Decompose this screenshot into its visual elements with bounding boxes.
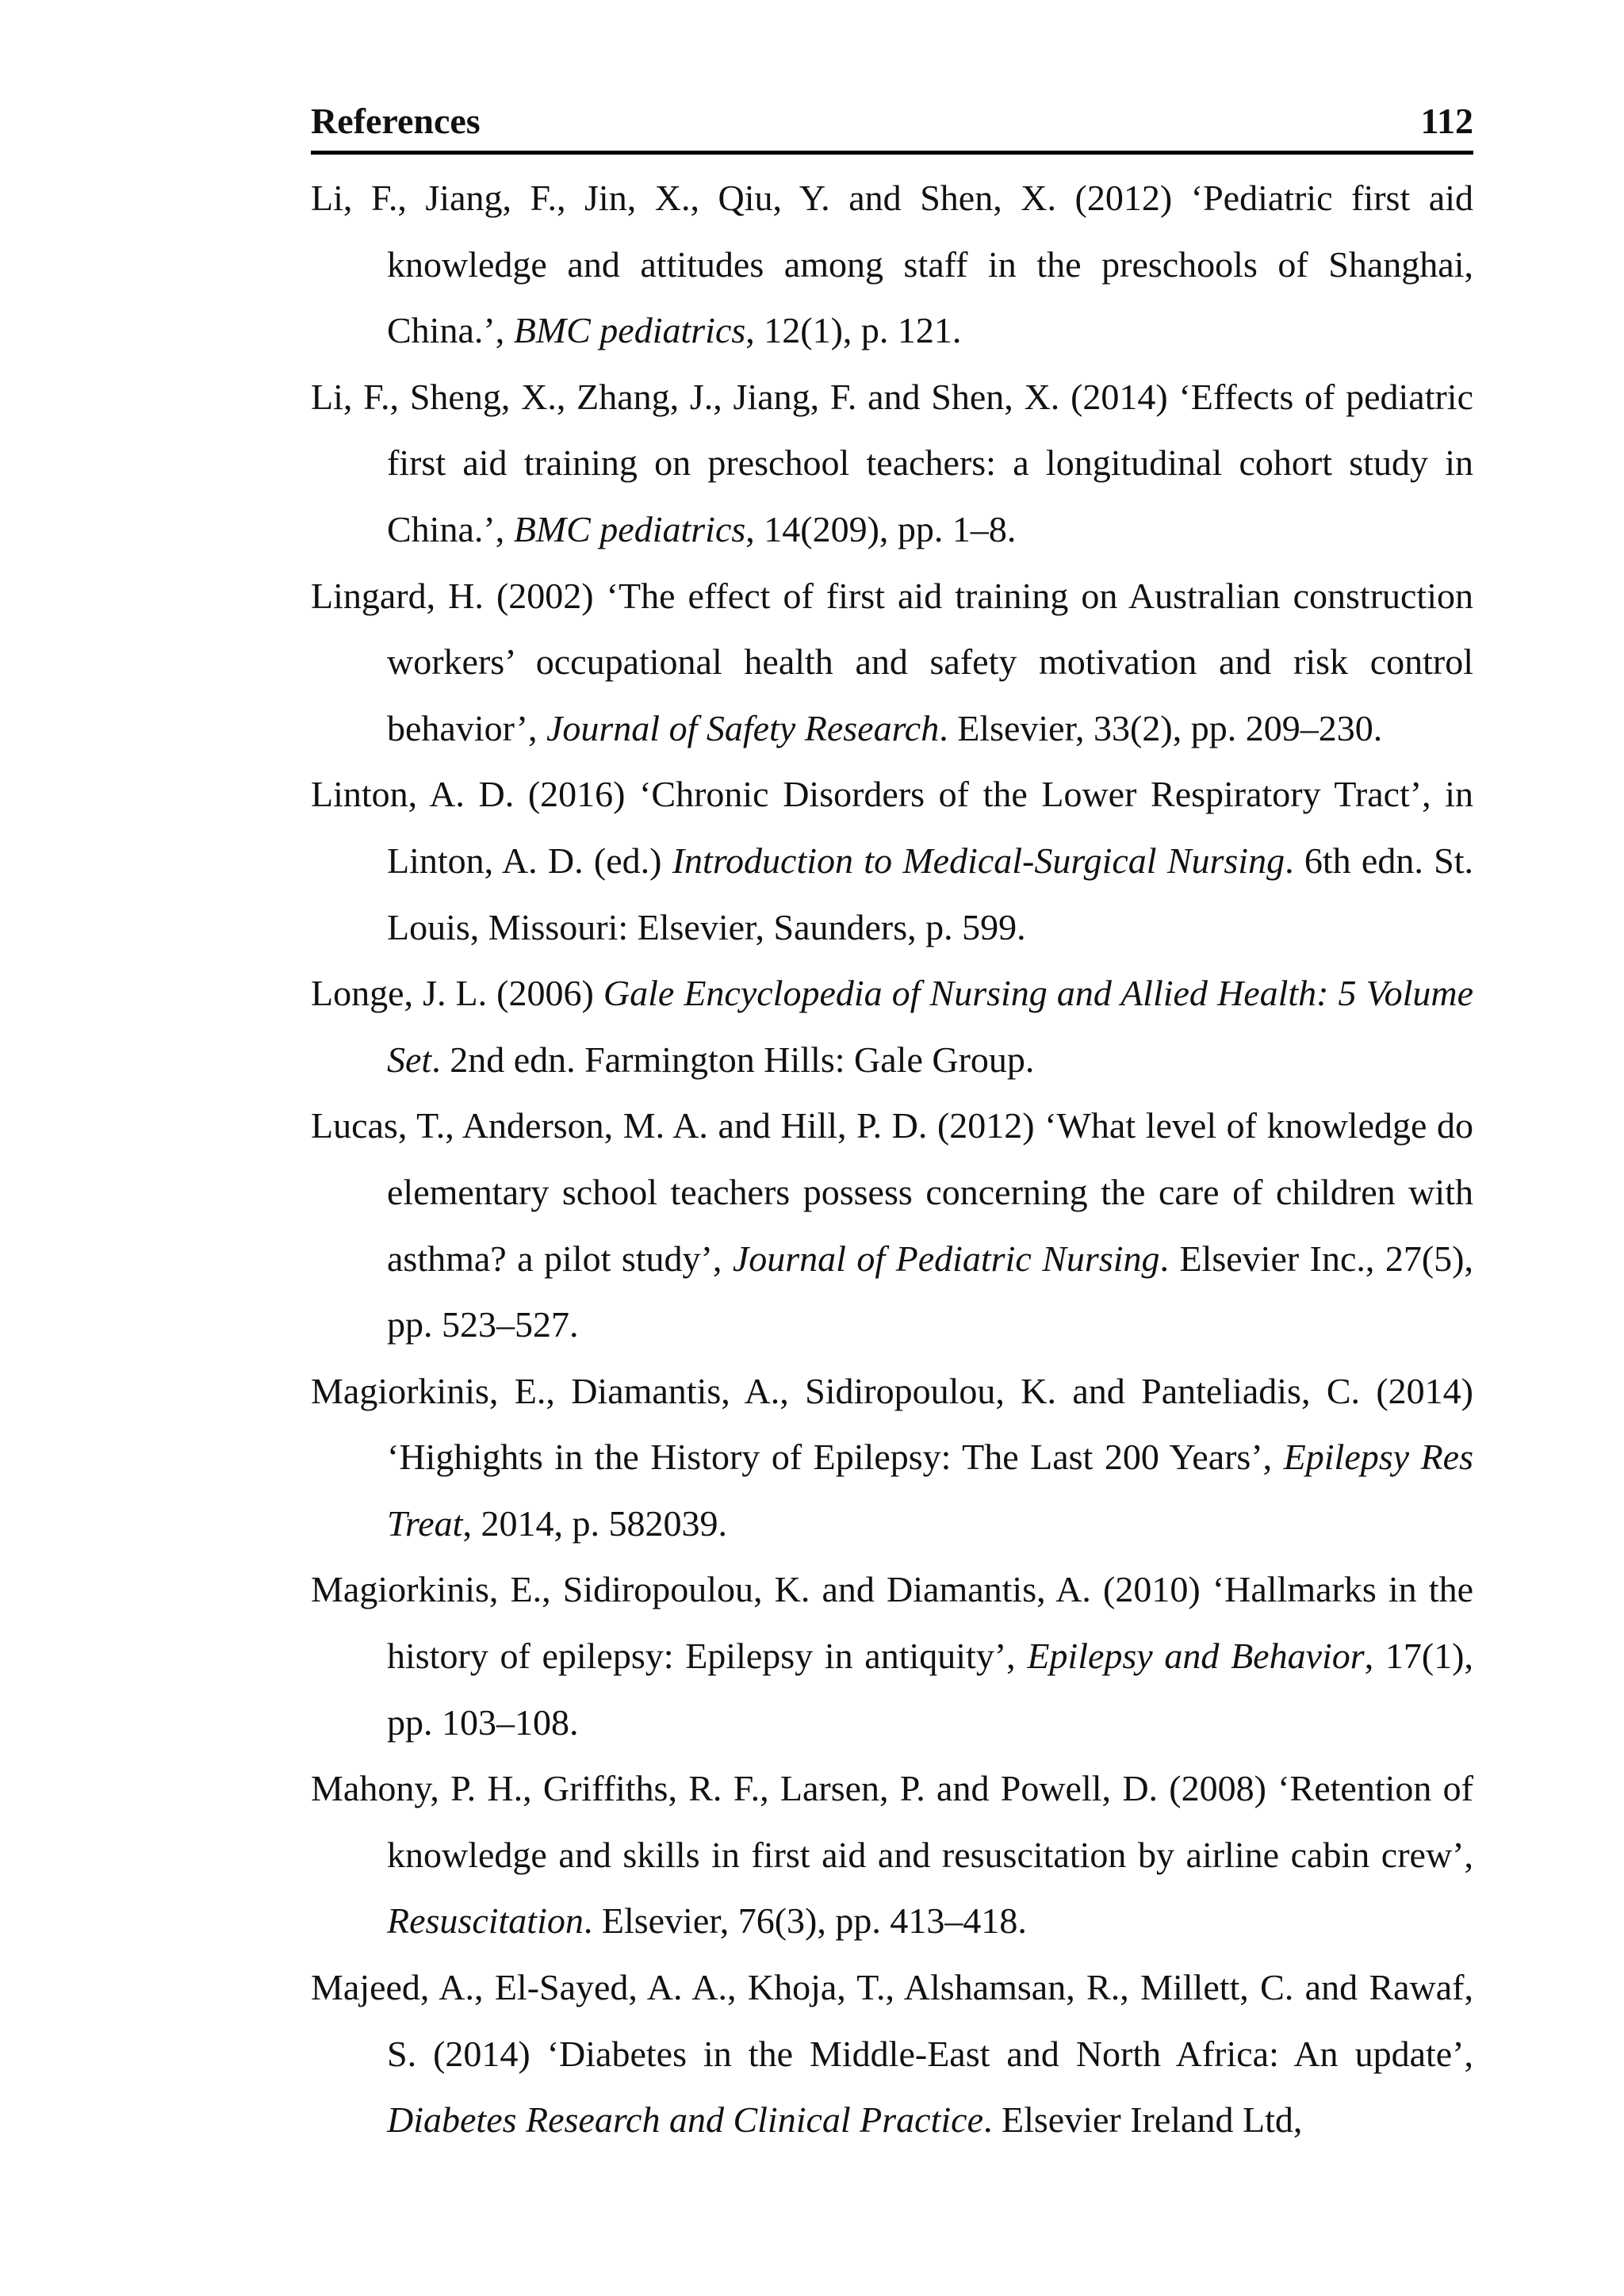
reference-source: Diabetes Research and Clinical Practice (387, 2099, 983, 2141)
reference-entry: Li, F., Sheng, X., Zhang, J., Jiang, F. and Shen, X. (2014) ‘Effects of pediatric first aid training on preschool teachers: a longitudinal cohort study in China.’, BMC pediatrics, 14(209), pp. 1–8. (311, 376, 1473, 549)
reference-entry: Magiorkinis, E., Sidiropoulou, K. and Diamantis, A. (2010) ‘Hallmarks in the history of epilepsy: Epilepsy in antiquity’, Epilepsy and Behavior, 17(1), pp. 103–108. (311, 1569, 1473, 1743)
reference-source: BMC pediatrics (513, 508, 746, 549)
header-rule (311, 151, 1473, 155)
reference-entry: Magiorkinis, E., Diamantis, A., Sidiropoulou, K. and Panteliadis, C. (2014) ‘Highights in the History of Epilepsy: The Last 200 Years’, Epilepsy Res Treat, 2014, p. 582039. (311, 1370, 1474, 1544)
reference-source: Epilepsy and Behavior (1027, 1636, 1365, 1677)
reference-source: Journal of Safety Research (546, 707, 940, 748)
reference-source: Resuscitation (387, 1900, 584, 1942)
reference-source: Epilepsy Res Treat (387, 1437, 1474, 1544)
reference-source: BMC pediatrics (513, 310, 746, 351)
section-title: References (311, 101, 481, 141)
reference-source: Gale Encyclopedia of Nursing and Allied Health: 5 Volume Set (387, 973, 1474, 1080)
reference-entry: Lucas, T., Anderson, M. A. and Hill, P. D. (2012) ‘What level of knowledge do elementary school teachers possess concerning the care of children with asthma? a pilot study’, Journal of Pediatric Nursing. Elsevier Inc., 27(5), pp. 523–527. (311, 1105, 1473, 1345)
reference-entry: Mahony, P. H., Griffiths, R. F., Larsen, P. and Powell, D. (2008) ‘Retention of knowledge and skills in first aid and resuscitation by airline cabin crew’, Resuscitation. Elsevier, 76(3), pp. 413–418. (311, 1768, 1473, 1942)
page-number: 112 (1420, 101, 1473, 141)
reference-source: Journal of Pediatric Nursing (732, 1238, 1160, 1279)
document-page (311, 0, 1473, 2296)
reference-entry: Lingard, H. (2002) ‘The effect of first aid training on Australian construction workers’ occupational health and safety motivation and risk control behavior’, Journal of Safety Research. Elsevier, 33(2), pp. 209–230. (311, 575, 1473, 748)
reference-entry: Li, F., Jiang, F., Jin, X., Qiu, Y. and Shen, X. (2012) ‘Pediatric first aid knowledge and attitudes among staff in the preschools of Shanghai, China.’, BMC pediatrics, 12(1), p. 121. (311, 178, 1473, 351)
reference-entry: Longe, J. L. (2006) Gale Encyclopedia of Nursing and Allied Health: 5 Volume Set. 2nd edn. Farmington Hills: Gale Group. (311, 973, 1474, 1080)
reference-entry: Majeed, A., El-Sayed, A. A., Khoja, T., Alshamsan, R., Millett, C. and Rawaf, S. (2014) ‘Diabetes in the Middle-East and North Africa: An update’, Diabetes Research and Clinical Practice. Elsevier Ireland Ltd, (311, 1967, 1473, 2141)
reference-source: Introduction to Medical-Surgical Nursing (672, 840, 1285, 881)
reference-list (311, 165, 1473, 2153)
running-header (311, 97, 1473, 146)
reference-entry: Linton, A. D. (2016) ‘Chronic Disorders of the Lower Respiratory Tract’, in Linton, A. D. (ed.) Introduction to Medical-Surgical Nursing. 6th edn. St. Louis, Missouri: Elsevier, Saunders, p. 599. (311, 774, 1473, 947)
